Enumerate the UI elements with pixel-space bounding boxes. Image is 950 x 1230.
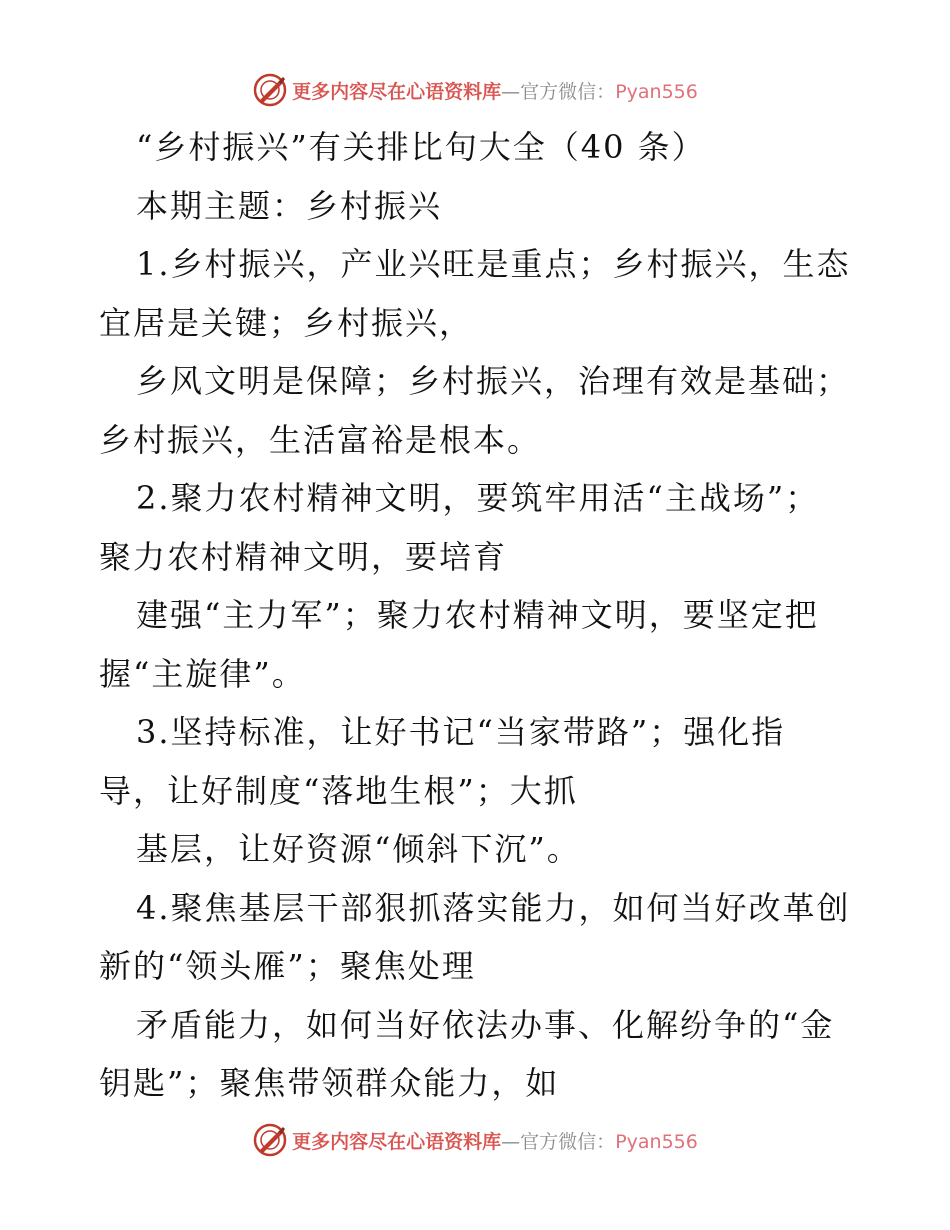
paragraph-line: 聚力农村精神文明，要培育 <box>99 537 508 576</box>
paragraph-line: 矛盾能力，如何当好依法办事、化解纷争的“金 <box>136 1005 835 1044</box>
paragraph-line: 宜居是关键；乡村振兴， <box>99 303 474 342</box>
paragraph-line: 乡风文明是保障；乡村振兴，治理有效是基础； <box>136 362 851 400</box>
document-title: “乡村振兴”有关排比句大全（40 条） <box>136 128 706 166</box>
document-subtitle: 本期主题：乡村振兴 <box>136 186 443 225</box>
footer-banner <box>0 1120 950 1160</box>
pen-logo-icon <box>252 1122 288 1158</box>
paragraph-line: 1.乡村振兴，产业兴旺是重点；乡村振兴，生态 <box>136 245 851 283</box>
paragraph-line: 2.聚力农村精神文明，要筑牢用活“主战场”； <box>136 479 820 517</box>
footer-banner-text: 更多内容尽在心语资料库—官方微信：Pyan556 <box>292 1130 698 1153</box>
paragraph-line: 建强“主力军”；聚力农村精神文明，要坚定把 <box>136 596 819 634</box>
paragraph-line: 乡村振兴，生活富裕是根本。 <box>99 420 542 459</box>
header-banner <box>0 70 950 110</box>
paragraph-line: 4.聚焦基层干部狠抓落实能力，如何当好改革创 <box>136 888 851 927</box>
header-banner-text: 更多内容尽在心语资料库—官方微信：Pyan556 <box>292 80 698 103</box>
pen-logo-icon <box>252 72 288 108</box>
paragraph-line: 握“主旋律”。 <box>99 654 306 693</box>
paragraph-line: 3.坚持标准，让好书记“当家带路”；强化指 <box>136 713 786 751</box>
paragraph-line: 导，让好制度“落地生根”；大抓 <box>99 771 578 810</box>
paragraph-line: 钥匙”；聚焦带领群众能力，如 <box>99 1064 560 1102</box>
paragraph-line: 基层，让好资源“倾斜下沉”。 <box>136 830 581 868</box>
paragraph-line: 新的“领头雁”；聚焦处理 <box>99 947 476 985</box>
document-body <box>99 118 859 1113</box>
